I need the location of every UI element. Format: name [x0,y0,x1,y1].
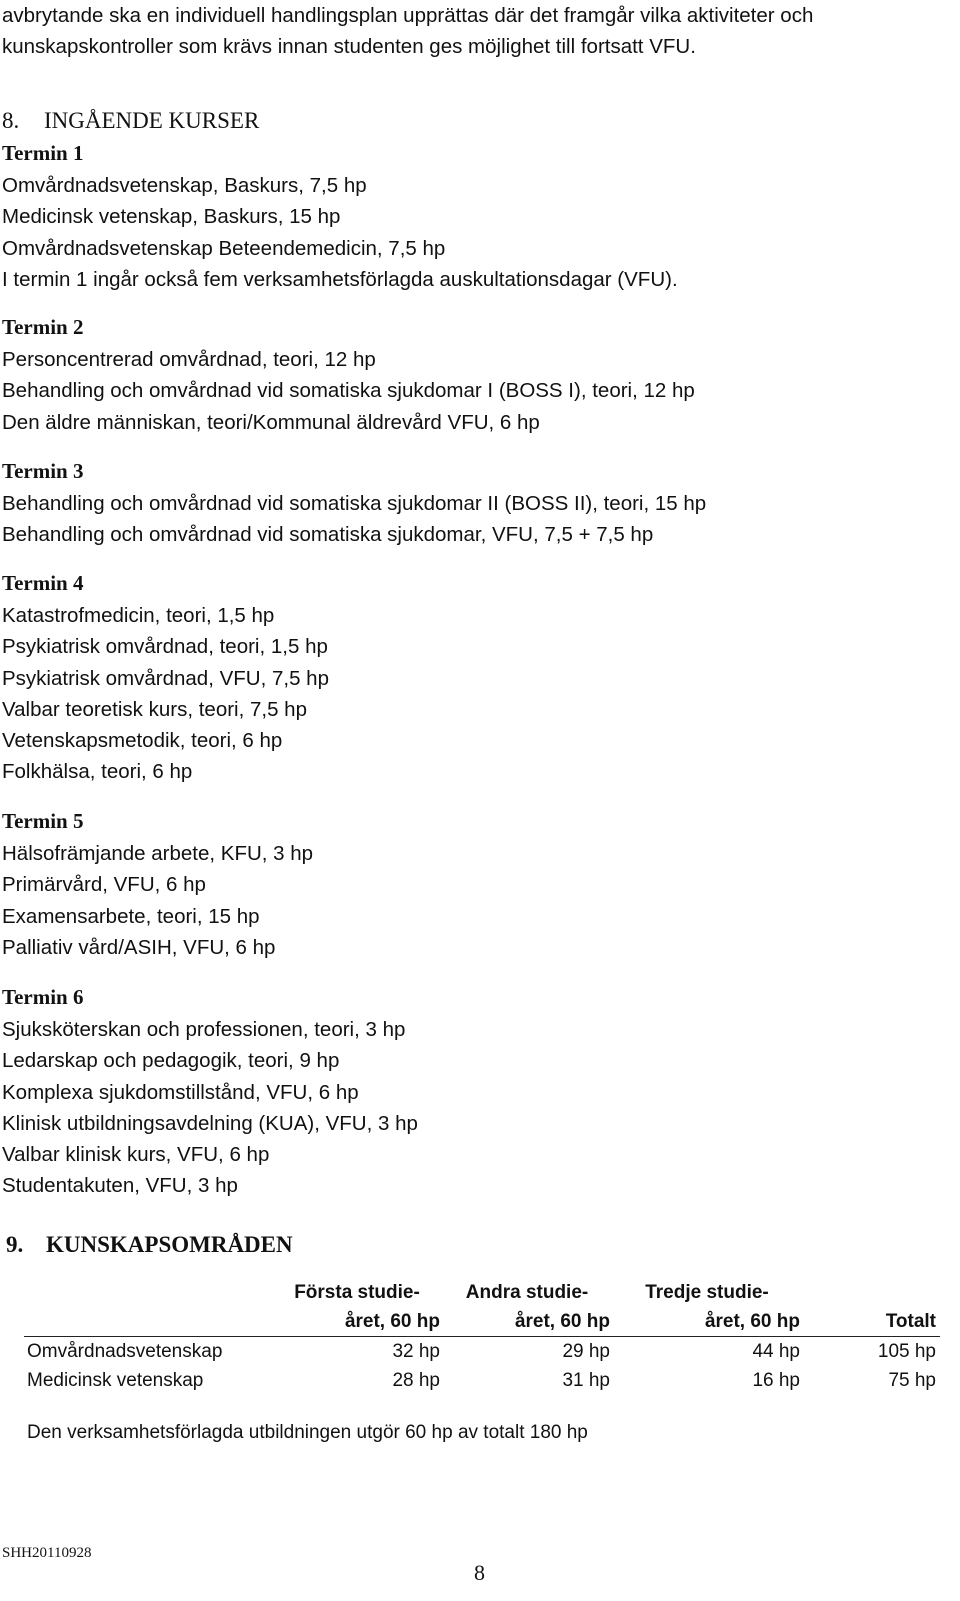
course-item: Omvårdnadsvetenskap, Baskurs, 7,5 hp [2,174,367,197]
intro-line: kunskapskontroller som krävs innan studenten ges möjlighet till fortsatt VFU. [2,35,696,58]
course-item: I termin 1 ingår också fem verksamhetsförlagda auskultationsdagar (VFU). [2,267,678,291]
row-label: Omvårdnadsvetenskap [27,1341,223,1362]
course-item: Psykiatrisk omvårdnad, VFU, 7,5 hp [2,666,329,690]
course-item: Personcentrerad omvårdnad, teori, 12 hp [2,348,376,371]
term-block-4 [2,568,952,788]
cell-year1: 28 hp [392,1370,440,1391]
term-title: Termin 3 [2,459,84,483]
term-title: Termin 5 [2,809,84,833]
cell-total: 105 hp [877,1341,936,1362]
course-item: Ledarskap och pedagogik, teori, 9 hp [2,1049,340,1073]
cell-year1: 32 hp [392,1341,440,1362]
section-number: 9. [6,1232,24,1257]
term-block-6 [2,982,952,1202]
cell-year3: 16 hp [752,1370,800,1391]
course-item: Studentakuten, VFU, 3 hp [2,1174,238,1198]
course-item: Primärvård, VFU, 6 hp [2,873,206,897]
document-id: SHH20110928 [2,1545,92,1561]
term-block-2 [2,312,952,438]
header-cell-year3: Tredje studie- året, 60 hp [645,1282,800,1332]
cell-year2: 31 hp [562,1370,610,1391]
course-item: Folkhälsa, teori, 6 hp [2,760,193,784]
course-item: Valbar klinisk kurs, VFU, 6 hp [2,1143,270,1167]
vfu-note: Den verksamhetsförlagda utbildningen utgör 60 hp av totalt 180 hp [27,1422,588,1443]
page-number: 8 [474,1560,485,1585]
header-cell-year1: Första studie- året, 60 hp [294,1282,440,1332]
intro-line: avbrytande ska en individuell handlingsplan upprättas där det framgår vilka aktiviteter och [2,4,814,27]
course-list [2,600,952,788]
course-item: Omvårdnadsvetenskap Beteendemedicin, 7,5 hp [2,236,446,260]
table-header-row [24,1278,940,1337]
course-item: Den äldre människan, teori/Kommunal äldrevård VFU, 6 hp [2,410,540,434]
term-title: Termin 4 [2,571,84,595]
term-block-5 [2,806,952,963]
course-item: Katastrofmedicin, teori, 1,5 hp [2,604,275,627]
cell-total: 75 hp [888,1370,936,1391]
section-number: 8. [2,108,20,133]
course-list [2,344,952,438]
course-list [2,1014,952,1202]
row-label: Medicinsk vetenskap [27,1370,204,1391]
section-title: INGÅENDE KURSER [44,108,260,133]
course-item: Klinisk utbildningsavdelning (KUA), VFU, 3 hp [2,1111,418,1135]
kunskapsomraden-table [24,1278,940,1395]
table-row [24,1366,940,1395]
intro-paragraph [2,0,952,62]
course-list [2,488,952,551]
course-item: Valbar teoretisk kurs, teori, 7,5 hp [2,697,307,721]
cell-year2: 29 hp [562,1341,610,1362]
course-item: Vetenskapsmetodik, teori, 6 hp [2,729,283,753]
course-item: Behandling och omvårdnad vid somatiska sjukdomar II (BOSS II), teori, 15 hp [2,492,707,515]
header-cell-year2: Andra studie- året, 60 hp [465,1282,610,1332]
cell-year3: 44 hp [752,1341,800,1362]
term-title: Termin 1 [2,141,84,165]
term-title: Termin 6 [2,985,84,1009]
course-item: Sjuksköterskan och professionen, teori, 3 hp [2,1018,406,1041]
course-item: Komplexa sjukdomstillstånd, VFU, 6 hp [2,1080,359,1104]
header-cell-total: Totalt [885,1311,936,1332]
section-heading-kunskapsomraden [6,1230,293,1260]
course-item: Behandling och omvårdnad vid somatiska sjukdomar, VFU, 7,5 + 7,5 hp [2,523,654,547]
course-list [2,838,952,963]
course-item: Palliativ vård/ASIH, VFU, 6 hp [2,935,276,959]
course-item: Medicinsk vetenskap, Baskurs, 15 hp [2,205,341,229]
course-item: Examensarbete, teori, 15 hp [2,904,260,928]
term-block-1 [2,138,952,295]
header-cell-area [24,1278,274,1337]
course-item: Psykiatrisk omvårdnad, teori, 1,5 hp [2,635,328,659]
course-item: Behandling och omvårdnad vid somatiska sjukdomar I (BOSS I), teori, 12 hp [2,379,695,403]
course-list [2,170,952,295]
table-row [24,1337,940,1367]
term-title: Termin 2 [2,315,84,339]
course-item: Hälsofrämjande arbete, KFU, 3 hp [2,842,314,865]
section-title: KUNSKAPSOMRÅDEN [46,1232,293,1257]
term-block-3 [2,456,952,551]
section-heading-ingaende-kurser [2,106,259,136]
